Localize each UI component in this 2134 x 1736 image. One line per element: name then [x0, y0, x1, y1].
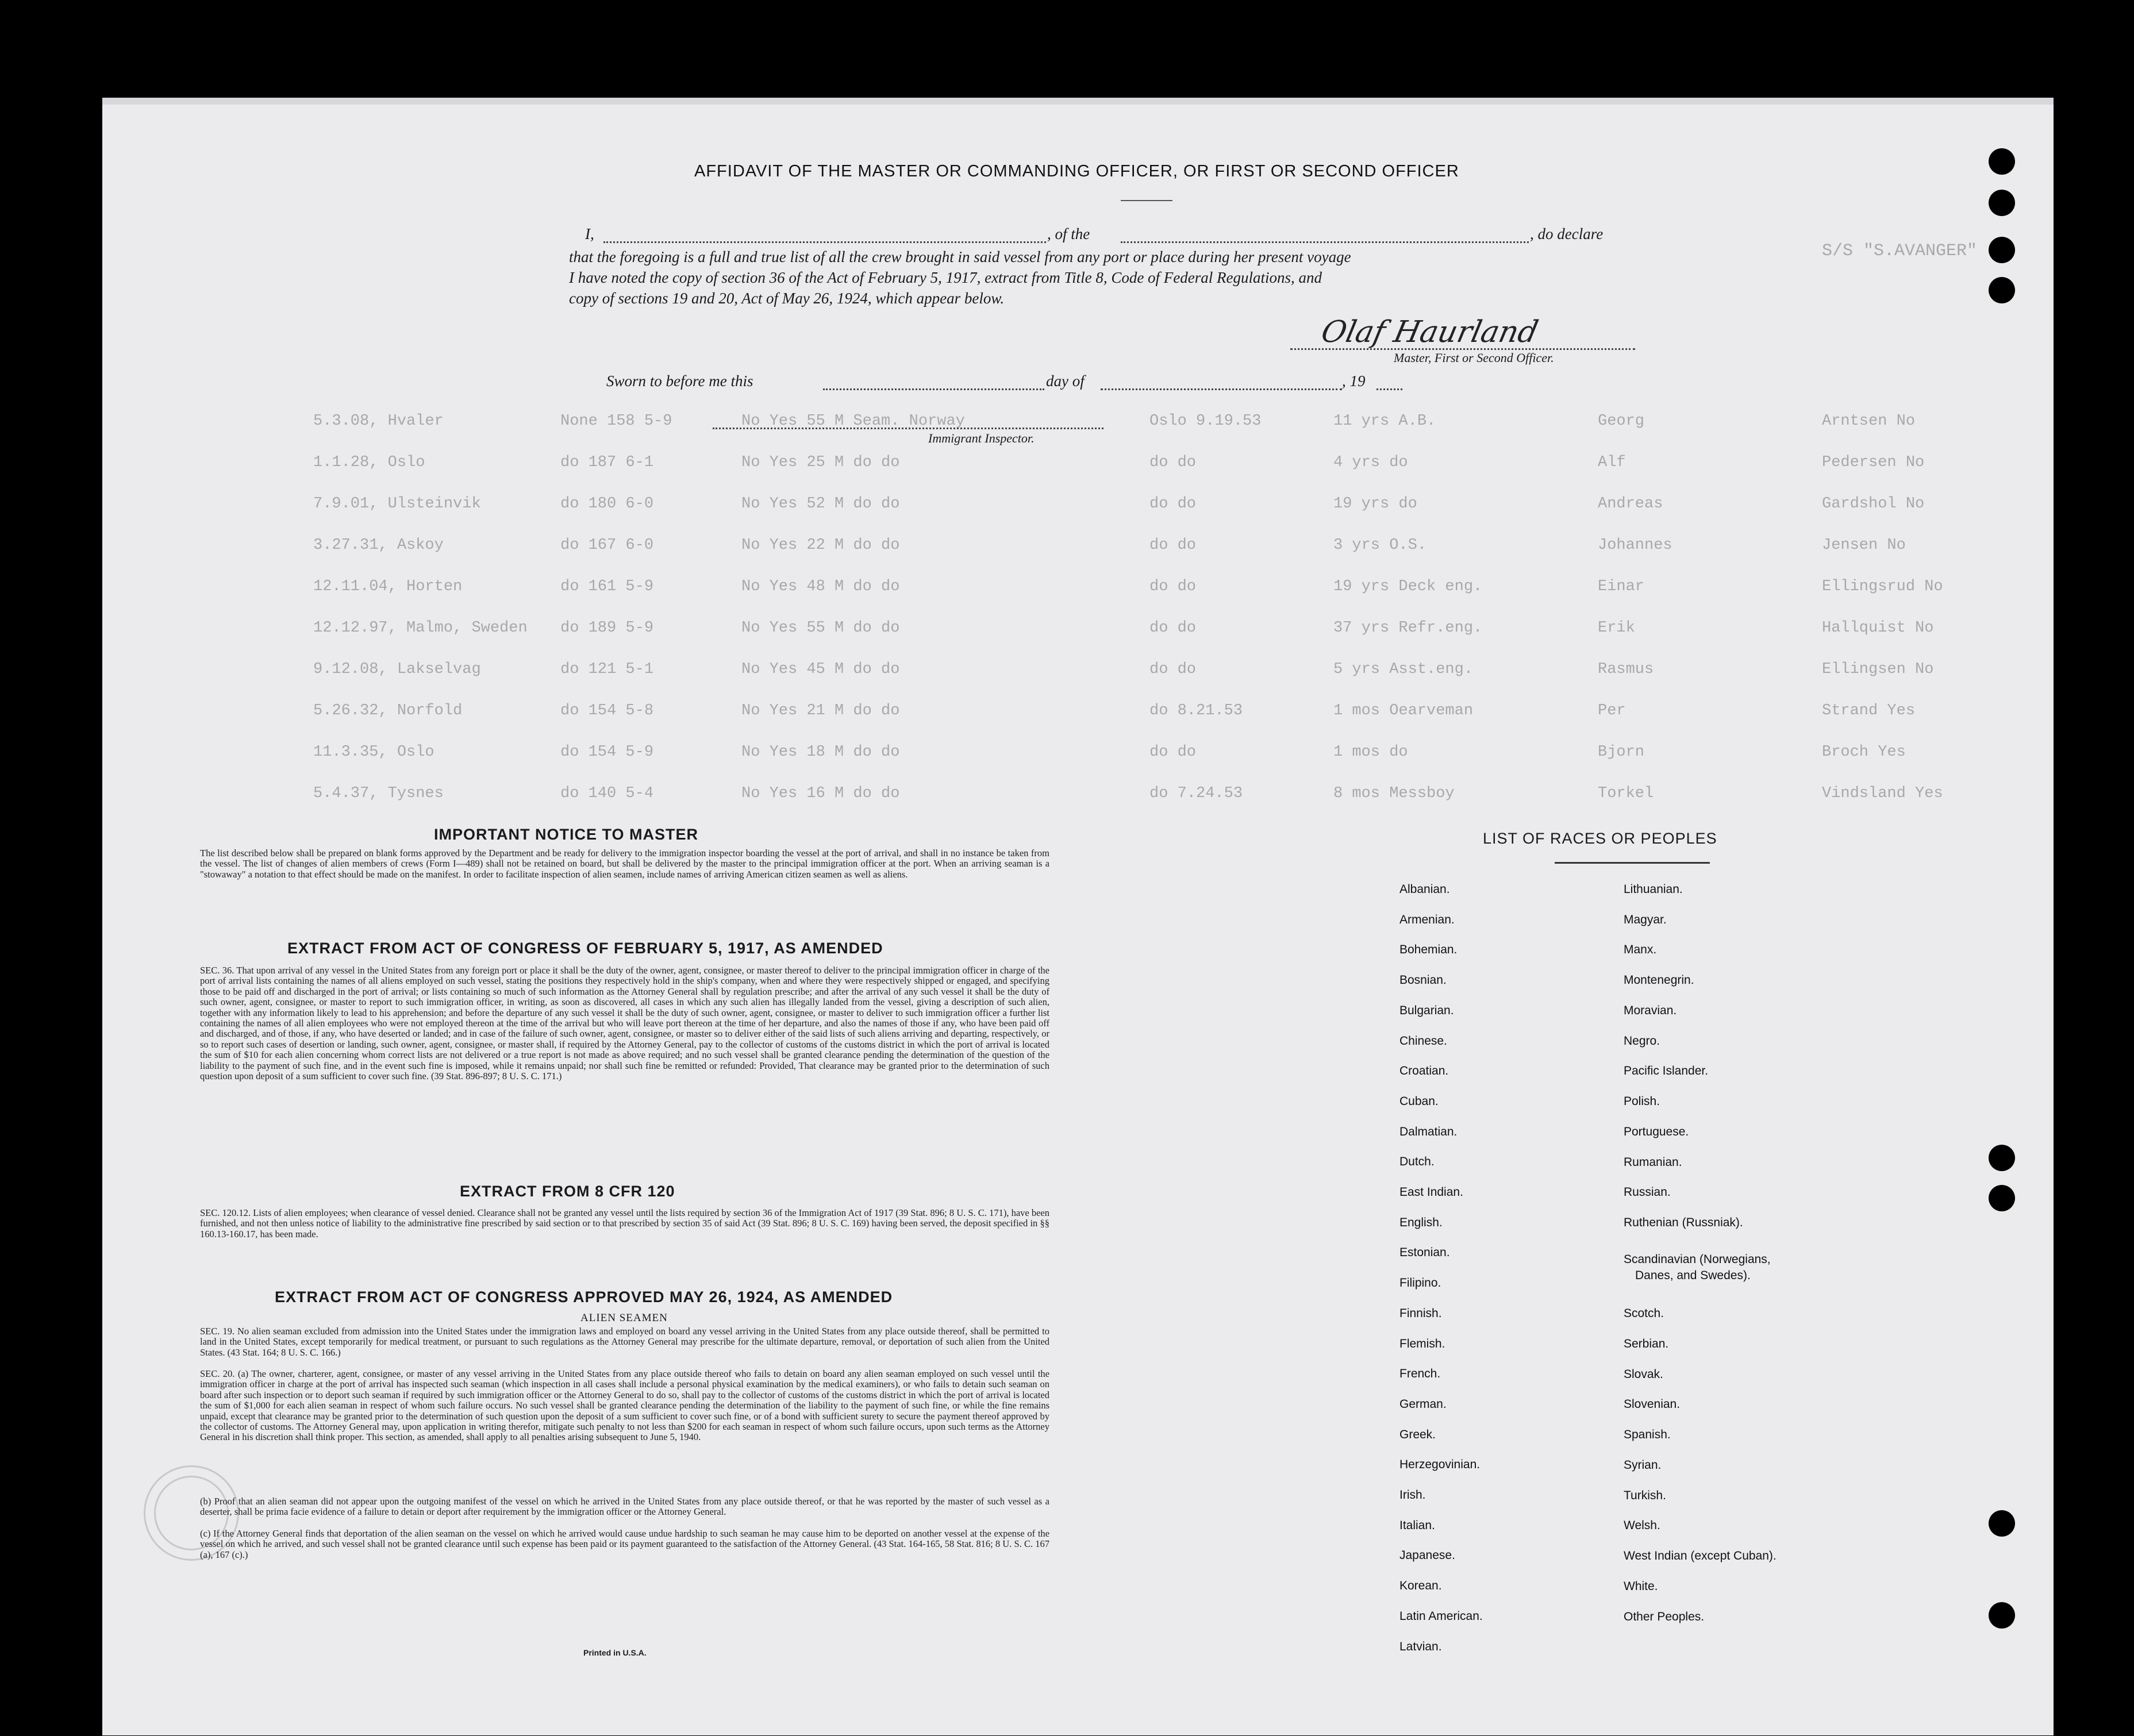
bleed-through-text: 37 yrs Refr.eng.	[1333, 619, 1483, 637]
bleed-through-text: No Yes 52 M do do	[741, 495, 900, 513]
bleed-through-text: do do	[1149, 661, 1197, 678]
bleed-through-text: No Yes 22 M do do	[741, 537, 900, 554]
race-item: Korean.	[1399, 1579, 1442, 1593]
race-item: Russian.	[1624, 1185, 1671, 1199]
extract-1924-sec20c: (c) If the Attorney General finds that deportation of the alien seaman on the vessel on which he arrived would cause undue hardship to such seaman he may cause him to be deported on another vessel at the expense of the vessel on which he arrived, and such vessel shall not be granted clearance until such expense has been paid or its payment guaranteed to the satisfaction of the Attorney General. (43 Stat. 164-165, 58 Stat. 816; 8 U. S. C. 167 (a), 167 (c).)	[200, 1528, 1049, 1560]
bleed-through-text: Broch Yes	[1822, 744, 1906, 761]
race-item: White.	[1624, 1580, 1658, 1593]
bleed-through-text: Alf	[1598, 454, 1626, 471]
race-item: Greek.	[1399, 1427, 1436, 1441]
declare-line-3: I have noted the copy of section 36 of the Act of February 5, 1917, extract from Title 8, Code of Federal Regulations, and	[569, 269, 1322, 286]
race-item: Latvian.	[1399, 1639, 1442, 1653]
race-item: Estonian.	[1399, 1246, 1450, 1260]
race-item: Irish.	[1399, 1488, 1426, 1502]
bleed-through-text: No Yes 55 M Seam. Norway	[741, 413, 965, 430]
race-item: Scandinavian (Norwegians,	[1624, 1253, 1771, 1266]
bleed-through-text: 1 mos do	[1333, 744, 1408, 761]
races-heading: LIST OF RACES OR PEOPLES	[1483, 830, 1717, 847]
declare-line-of: , of the	[1047, 225, 1090, 242]
bleed-through-text: Rasmus	[1598, 661, 1654, 678]
race-item: Cuban.	[1399, 1094, 1439, 1108]
race-item: Slovenian.	[1624, 1398, 1681, 1411]
race-item: Turkish.	[1624, 1489, 1666, 1502]
bleed-through-text: 19 yrs Deck eng.	[1333, 578, 1483, 595]
bleed-through-text: 19 yrs do	[1333, 495, 1417, 513]
bleed-through-text: Gardshol No	[1822, 495, 1925, 513]
dotted-blank-vessel	[1121, 241, 1529, 243]
race-item: Portuguese.	[1624, 1125, 1689, 1138]
bleed-through-text: do do	[1149, 619, 1197, 637]
alien-seamen-subheading: ALIEN SEAMEN	[580, 1312, 668, 1324]
bleed-through-text: 9.12.08, Lakselvag	[313, 661, 481, 678]
bleed-through-text: Per	[1598, 702, 1626, 719]
bleed-through-text: Ellingsen No	[1822, 661, 1934, 678]
race-item: Rumanian.	[1624, 1156, 1682, 1169]
race-item: Manx.	[1624, 943, 1657, 956]
bleed-through-text: Ellingsrud No	[1822, 578, 1943, 595]
signature-dotted-line	[1290, 348, 1635, 350]
bleed-through-text: Jensen No	[1822, 537, 1906, 554]
race-item: Polish.	[1624, 1095, 1660, 1108]
extract-cfr-text: SEC. 120.12. Lists of alien employees; when clearance of vessel denied. Clearance shall not be granted any vessel until the lists required by section 36 of the Immigration Act of 1917 (39 Stat. 896; 8 U. S. C. 171), have been furnished, and not then unless notice of liability to the administrative fine prescribed by said section or to that prescribed by section 35 of said Act (39 Stat. 896; 8 U. S. C. 169) having been served, the deposit specified in §§ 160.13-160.17, has been made.	[200, 1207, 1049, 1240]
bleed-through-text: Andreas	[1598, 495, 1663, 513]
race-item: Ruthenian (Russniak).	[1624, 1216, 1743, 1229]
bleed-through-text: Strand Yes	[1822, 702, 1916, 719]
race-item: Other Peoples.	[1624, 1610, 1705, 1623]
race-item: German.	[1399, 1397, 1447, 1411]
race-item: Moravian.	[1624, 1004, 1677, 1017]
bleed-through-text: 8 mos Messboy	[1333, 785, 1455, 802]
race-item: English.	[1399, 1215, 1443, 1229]
race-item: Finnish.	[1399, 1306, 1442, 1320]
bleed-through-text: Bjorn	[1598, 744, 1645, 761]
bleed-through-text: Torkel	[1598, 785, 1654, 802]
master-caption: Master, First or Second Officer.	[1394, 351, 1554, 365]
race-item: Serbian.	[1624, 1337, 1669, 1350]
race-item: Chinese.	[1399, 1034, 1447, 1048]
bleed-through-text: 5.3.08, Hvaler	[313, 413, 444, 430]
race-item: Albanian.	[1399, 883, 1450, 896]
race-item: Spanish.	[1624, 1428, 1671, 1441]
declare-line-i: I,	[585, 225, 594, 242]
sworn-text-c: , 19	[1342, 372, 1366, 390]
race-item: Magyar.	[1624, 913, 1667, 926]
bleed-through-text: 3.27.31, Askoy	[313, 537, 444, 554]
bleed-through-text: do do	[1149, 578, 1197, 595]
bleed-through-text: Einar	[1598, 578, 1645, 595]
sworn-blank-month	[1101, 388, 1342, 390]
race-item: Lithuanian.	[1624, 883, 1683, 896]
dotted-blank-name	[603, 241, 1046, 243]
bleed-through-text: do 161 5-9	[560, 578, 654, 595]
race-item: French.	[1399, 1367, 1441, 1381]
race-item: Flemish.	[1399, 1337, 1445, 1350]
race-item: Dutch.	[1399, 1155, 1435, 1169]
race-item: Negro.	[1624, 1034, 1660, 1048]
bleed-through-text: do 8.21.53	[1149, 702, 1243, 719]
race-item: Danes, and Swedes).	[1635, 1269, 1751, 1282]
race-item: Italian.	[1399, 1518, 1435, 1532]
bleed-through-text: No Yes 55 M do do	[741, 619, 900, 637]
races-heading-rule	[1555, 862, 1710, 864]
bleed-through-text: do do	[1149, 537, 1197, 554]
bleed-through-text: do 154 5-8	[560, 702, 654, 719]
race-item: Bosnian.	[1399, 973, 1447, 987]
inspector-dotted-line	[713, 428, 1103, 429]
race-item: Montenegrin.	[1624, 973, 1694, 987]
bleed-through-text: do 189 5-9	[560, 619, 654, 637]
race-item: West Indian (except Cuban).	[1624, 1549, 1777, 1562]
bleed-through-text: No Yes 21 M do do	[741, 702, 900, 719]
extract-1924-sec20b: (b) Proof that an alien seaman did not appear upon the outgoing manifest of the vessel on which he arrived in the United States from any place outside thereof, or that he was reported by the master of such vessel as a deserter, shall be prima facie evidence of a failure to detain or deport after requirement by the immigration officer or the Attorney General.	[200, 1496, 1049, 1518]
bleed-through-text: Johannes	[1598, 537, 1672, 554]
bleed-through-text: do 167 6-0	[560, 537, 654, 554]
bleed-through-text: 5.4.37, Tysnes	[313, 785, 444, 802]
extract-1924-sec20: SEC. 20. (a) The owner, charterer, agent, consignee, or master of any vessel arriving in the United States from any place outside thereof who fails to detain on board any alien seaman employed on such vessel until the immigration officer in charge at the port of arrival has inspected such seaman (which inspection in all cases shall include a personal physical examination by the medical examiners), or who fails to detain such seaman on board after such inspection or to deport such seaman if required by such immigration officer or the Attorney General to do so, shall pay to the collector of customs of the customs district in which the port of arrival is located the sum of $1,000 for each alien seaman in respect of whom such failure occurs. No such vessel shall be granted clearance pending the determination of the liability to the payment of such fine, or while the fine remains unpaid, except that clearance may be granted prior to the determination of such question upon the deposit of a sum sufficient to cover such fine, or of a bond with sufficient surety to secure the payment thereof approved by the collector of customs. The Attorney General may, upon application in writing therefor, mitigate such penalty to not less than $200 for each seaman in respect of whom such failure occurs, upon such terms as the Attorney General in his discretion shall think proper. This section, as amended, shall apply to all penalties arising subsequent to June 5, 1940.	[200, 1368, 1049, 1443]
extract-cfr-heading: EXTRACT FROM 8 CFR 120	[460, 1183, 675, 1200]
affidavit-title: AFFIDAVIT OF THE MASTER OR COMMANDING OFFICER, OR FIRST OR SECOND OFFICER	[694, 162, 1459, 180]
extract-1924-heading: EXTRACT FROM ACT OF CONGRESS APPROVED MAY 26, 1924, AS AMENDED	[275, 1288, 893, 1306]
bleed-through-text: 4 yrs do	[1333, 454, 1408, 471]
sworn-blank-date	[823, 388, 1044, 390]
bleed-through-text: None 158 5-9	[560, 413, 672, 430]
bleed-through-text: do 180 6-0	[560, 495, 654, 513]
bleed-through-text: No Yes 18 M do do	[741, 744, 900, 761]
race-item: Scotch.	[1624, 1307, 1664, 1320]
bleed-through-text: 12.11.04, Horten	[313, 578, 463, 595]
bleed-through-text: Vindsland Yes	[1822, 785, 1943, 802]
bleed-through-text: 1.1.28, Oslo	[313, 454, 425, 471]
race-item: Bulgarian.	[1399, 1003, 1454, 1017]
extract-1924-sec19: SEC. 19. No alien seaman excluded from admission into the United States under the immigration laws and employed on board any vessel arriving in the United States from any place outside thereof, shall be permitted to land in the United States, except temporarily for medical treatment, or pursuant to such regulations as the Attorney General may prescribe for the ultimate departure, removal, or deportation of such alien from the United States. (43 Stat. 164; 8 U. S. C. 166.)	[200, 1326, 1049, 1358]
vessel-blank-rule	[1121, 200, 1172, 201]
extract-1917-heading: EXTRACT FROM ACT OF CONGRESS OF FEBRUARY 5, 1917, AS AMENDED	[287, 940, 883, 957]
bleed-through-text: No Yes 16 M do do	[741, 785, 900, 802]
bleed-header: S/S "S.AVANGER"	[1822, 241, 1978, 261]
race-item: Dalmatian.	[1399, 1125, 1458, 1138]
bleed-through-text: 12.12.97, Malmo, Sweden	[313, 619, 528, 637]
bleed-through-text: do 140 5-4	[560, 785, 654, 802]
race-item: Welsh.	[1624, 1519, 1660, 1532]
bleed-through-text: Erik	[1598, 619, 1635, 637]
sworn-blank-year	[1376, 388, 1402, 390]
inspector-caption: Immigrant Inspector.	[928, 431, 1035, 445]
bleed-through-text: 5 yrs Asst.eng.	[1333, 661, 1474, 678]
sworn-text-b: day of	[1046, 372, 1085, 390]
bleed-through-text: No Yes 25 M do do	[741, 454, 900, 471]
race-item: Croatian.	[1399, 1064, 1449, 1078]
race-item: Latin American.	[1399, 1609, 1483, 1623]
race-item: East Indian.	[1399, 1185, 1463, 1199]
race-item: Bohemian.	[1399, 943, 1458, 957]
bleed-through-text: do do	[1149, 744, 1197, 761]
bleed-through-text: 11.3.35, Oslo	[313, 744, 435, 761]
bleed-through-text: do 187 6-1	[560, 454, 654, 471]
bleed-through-text: do do	[1149, 454, 1197, 471]
notice-heading: IMPORTANT NOTICE TO MASTER	[434, 826, 698, 843]
race-item: Japanese.	[1399, 1549, 1455, 1562]
bleed-through-text: 11 yrs A.B.	[1333, 413, 1436, 430]
bleed-through-text: No Yes 48 M do do	[741, 578, 900, 595]
bleed-through-text: No Yes 45 M do do	[741, 661, 900, 678]
master-signature: Olaf Haurland	[1318, 315, 1541, 349]
race-item: Armenian.	[1399, 913, 1455, 926]
bleed-through-text: do 7.24.53	[1149, 785, 1243, 802]
printed-in-usa: Printed in U.S.A.	[583, 1648, 647, 1657]
declare-line-4: copy of sections 19 and 20, Act of May 26, 1924, which appear below.	[569, 290, 1005, 307]
bleed-through-text: do do	[1149, 495, 1197, 513]
notice-text: The list described below shall be prepared on blank forms approved by the Department and be ready for delivery to the immigration inspector boarding the vessel at the port of arrival, and shall in no instance be taken from the vessel. The list of changes of alien members of crews (Form I—489) shall not be retained on board, but shall be delivered by the master to the principal immigration officer at the port. When an arriving seaman is a "stowaway" a notation to that effect should be made on the manifest. In order to facilitate inspection of alien seamen, include names of arriving American citizen seamen as well as aliens.	[200, 848, 1049, 880]
declare-line-2: that the foregoing is a full and true list of all the crew brought in said vessel from any port or place during her present voyage	[569, 248, 1351, 265]
extract-1917-text: SEC. 36. That upon arrival of any vessel in the United States from any foreign port or place it shall be the duty of the owner, agent, consignee, or master thereof to deliver to the principal immigration officer in charge of the port of arrival lists containing the names of all aliens employed on such vessel, stating the positions they respectively hold in the ship's company, when and where they were respectively shipped or engaged, and specifying those to be paid off and discharged in the port of arrival; or lists containing so much of such information as the Attorney General shall by regulation prescribe; and after the arrival of any such vessel it shall be the duty of such owner, agent, consignee, or master to report to such immigration officer, in writing, as soon as discovered, all cases in which any such alien has illegally landed from the vessel, giving a description of such alien, together with any information likely to lead to his apprehension; and before the departure of any such vessel it shall be the duty of such owner, agent, consignee, or master to deliver to such immigration officer a further list containing the names of all alien employees who were not employed thereon at the time of the arrival but who will leave port thereon at the time of her departure, and also the names of those if any, who have been paid off and discharged, and of those, if any, who have deserted or landed; and in case of the failure of such owner, agent, consignee, or master so to deliver either of the said lists of such aliens arriving and departing, respectively, or so to report such cases of desertion or landing, such owner, agent, consignee, or master shall, if required by the Attorney General, pay to the collector of customs of the customs district in which the port of arrival is located the sum of $10 for each alien concerning whom correct lists are not delivered or a true report is not made as above required; and no such vessel shall be granted clearance pending the determination of the question of the liability to the payment of such fine, and in the event such fine is imposed, while it remains unpaid; nor shall such fine be remitted or refunded: Provided, That clearance may be granted prior to the determination of such question upon deposit of a sum sufficient to cover such fine. (39 Stat. 896-897; 8 U. S. C. 171.)	[200, 965, 1049, 1082]
bleed-through-text: Pedersen No	[1822, 454, 1925, 471]
bleed-through-text: do 154 5-9	[560, 744, 654, 761]
race-item: Slovak.	[1624, 1368, 1663, 1381]
bleed-through-text: 1 mos Oearveman	[1333, 702, 1474, 719]
race-item: Pacific Islander.	[1624, 1064, 1709, 1077]
declare-line-declare: , do declare	[1530, 225, 1604, 242]
sworn-text-a: Sworn to before me this	[606, 372, 753, 390]
bleed-through-text: 7.9.01, Ulsteinvik	[313, 495, 481, 513]
race-item: Syrian.	[1624, 1458, 1662, 1472]
race-item: Herzegovinian.	[1399, 1458, 1481, 1472]
bleed-through-text: Georg	[1598, 413, 1645, 430]
bleed-through-text: do 121 5-1	[560, 661, 654, 678]
bleed-through-text: Oslo 9.19.53	[1149, 413, 1262, 430]
race-item: Filipino.	[1399, 1276, 1441, 1290]
bleed-through-text: 5.26.32, Norfold	[313, 702, 463, 719]
bleed-through-text: Hallquist No	[1822, 619, 1934, 637]
bleed-through-text: Arntsen No	[1822, 413, 1916, 430]
bleed-through-text: 3 yrs O.S.	[1333, 537, 1427, 554]
